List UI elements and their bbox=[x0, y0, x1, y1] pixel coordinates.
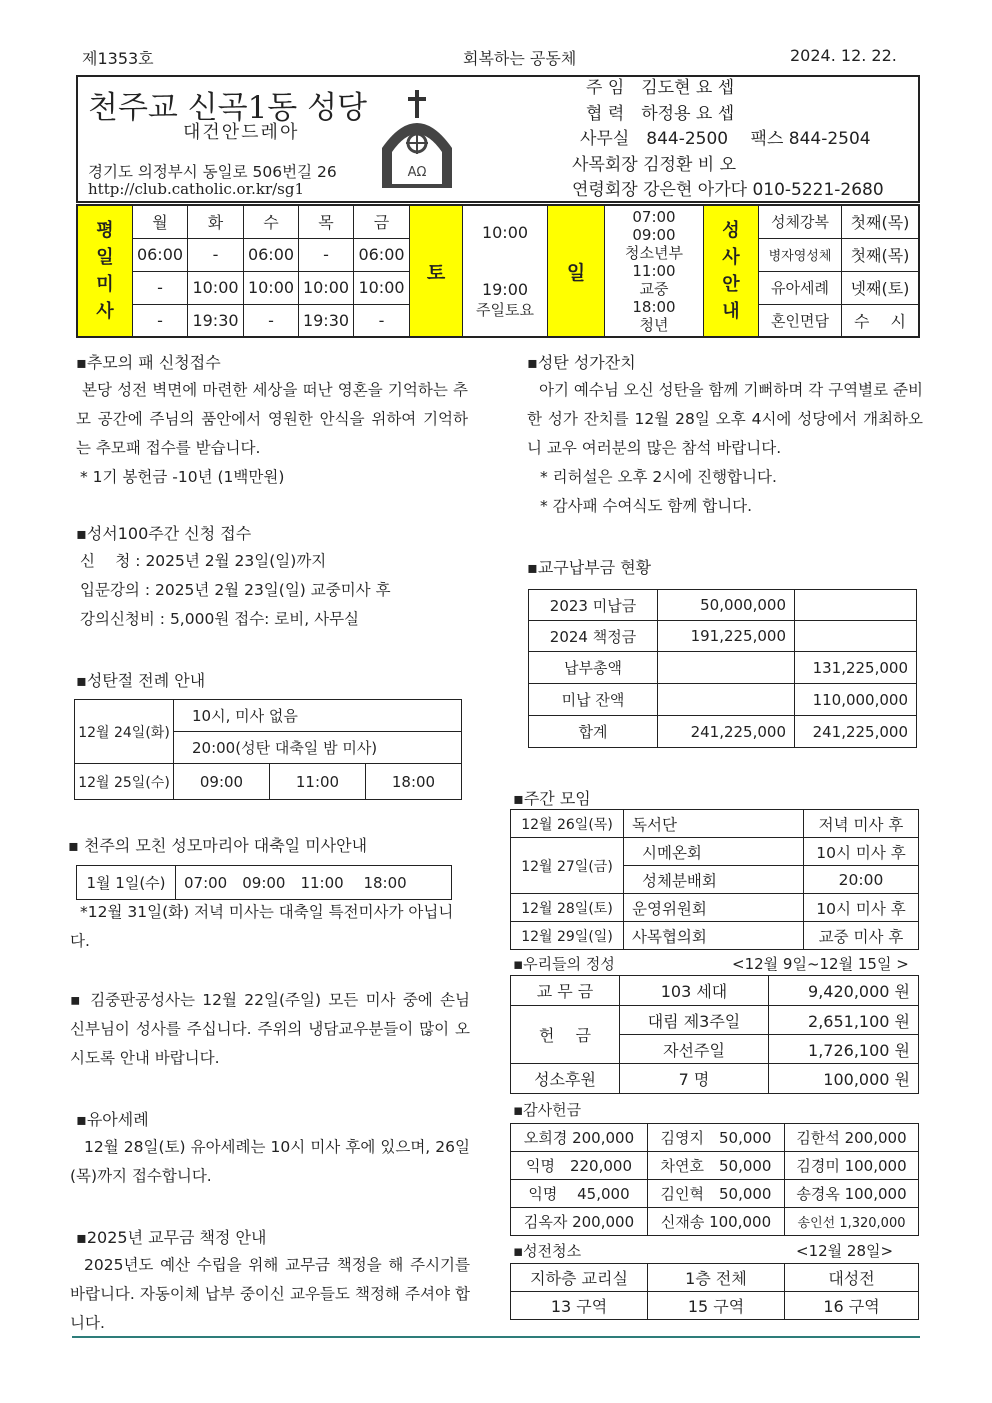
issue-date: 2024. 12. 22. bbox=[790, 46, 897, 65]
offering-period: <12월 9일~12월 15일 > bbox=[732, 955, 909, 973]
sacrament-name: 혼인면담 bbox=[759, 304, 842, 337]
memorial-note: * 1기 봉헌금 -10년 (1백만원) bbox=[80, 468, 285, 486]
staff-list bbox=[572, 76, 884, 204]
mary-table: 1월 1일(수) 07:00 09:00 11:00 18:00 bbox=[76, 865, 452, 900]
xmas-title: ▪성탄절 전례 안내 bbox=[76, 671, 206, 690]
sacrament-when: 첫째(목) bbox=[842, 238, 920, 271]
sacrament-when: 첫째(목) bbox=[842, 205, 920, 238]
patron-name: 대건안드레아 bbox=[183, 122, 300, 143]
weekday-mass-label: 평 일 미 사 bbox=[77, 205, 133, 337]
offering-table: 교 무 금 103 세대 9,420,000 원 헌 금 대림 제3주일 2,651,100 원 자선주일 1,726,100 원 성소후원 7 명 100,000 원 bbox=[510, 975, 919, 1094]
sunday-label: 일 bbox=[548, 205, 605, 337]
church-logo-icon bbox=[372, 88, 462, 194]
saturday-label: 토 bbox=[410, 205, 463, 337]
day-fri: 금 bbox=[354, 205, 410, 238]
staff-row: 협 력 하정용 요 셉 bbox=[586, 103, 735, 124]
cleaning-date: <12월 28일> bbox=[796, 1242, 894, 1260]
motto: 회복하는 공동체 bbox=[463, 49, 577, 68]
baptism-title: ▪유아세례 bbox=[76, 1110, 149, 1129]
offering-title: ▪우리들의 정성 bbox=[513, 955, 615, 973]
bible-lines: 신 청 : 2025년 2월 23일(일)까지 입문강의 : 2025년 2월 23일(일) 교중미사 후 강의신청비 : 5,000원 접수: 로비, 사무실 bbox=[80, 552, 391, 628]
carol-notes: * 리허설은 오후 2시에 진행합니다. * 감사패 수여식도 함께 합니다. bbox=[540, 468, 777, 515]
memorial-body: 본당 성전 벽면에 마련한 세상을 떠난 영혼을 기억하는 추모 공간에 주님의 품안에서 영원한 안식을 위하여 기억하는 추모패 접수를 받습니다. bbox=[76, 381, 468, 457]
staff-row: 사무실 844-2500 팩스 844-2504 bbox=[580, 129, 871, 149]
baptism-body: 12월 28일(토) 유아세례는 10시 미사 후에 있으며, 26일(목)까지 접수합니다. bbox=[70, 1138, 470, 1185]
mass-schedule-table: 평 일 미 사 월 화 수 목 금 토 10:00 19:00 주일토요 일 07:00 09:00 청소년부 11:00 교중 18:00 청년 성 사 안 내 성체강복 첫째(목) 06:00 - 06:00 - 06:00 병자영성체 첫째(목) - 10:00 10:00 10:00 10:00 유아세례 넷째(토) - 19:30 - 19:30 - 혼인면담 수 시 bbox=[76, 204, 920, 338]
carol-title: ▪성탄 성가잔치 bbox=[527, 353, 636, 372]
sacrament-when: 넷째(토) bbox=[842, 271, 920, 304]
mary-title: ▪ 천주의 모친 성모마리아 대축일 미사안내 bbox=[68, 836, 368, 855]
issue-number: 제1353호 bbox=[82, 49, 154, 68]
sunday-times: 07:00 09:00 청소년부 11:00 교중 18:00 청년 bbox=[605, 205, 704, 337]
footer-rule bbox=[72, 1336, 920, 1338]
carol-body: 아기 예수님 오신 성탄을 함께 기뻐하며 각 구역별로 준비한 성가 잔치를 12월 28일 오후 4시에 성당에서 개최하오니 교우 여러분의 많은 참석 바랍니다. bbox=[527, 381, 923, 457]
staff-row: 연령회장 강은현 아가다 010-5221-2680 bbox=[572, 180, 884, 200]
tithe-title: ▪2025년 교무금 책정 안내 bbox=[76, 1228, 267, 1247]
thanks-table: 오희경 200,000 김영지 50,000 김한석 200,000 익명 220,000 차연호 50,000 김경미 100,000 익명 45,000 김인혁 50,000 송경옥 100,000 김옥자 200,000 신재송 100,000 송인선 1,320,000 bbox=[510, 1123, 919, 1236]
logo-text: AΩ bbox=[407, 165, 427, 180]
memorial-title: ▪추모의 패 신청접수 bbox=[76, 353, 221, 372]
church-name: 천주교 신곡1동 성당 bbox=[88, 90, 367, 126]
cleaning-table: 지하층 교리실 1층 전체 대성전 13 구역 15 구역 16 구역 bbox=[510, 1263, 919, 1320]
thanks-title: ▪감사헌금 bbox=[513, 1101, 582, 1119]
sacrament-label: 성 사 안 내 bbox=[704, 205, 759, 337]
sacrament-when: 수 시 bbox=[842, 304, 920, 337]
diocese-title: ▪교구납부금 현황 bbox=[527, 558, 652, 577]
day-wed: 수 bbox=[244, 205, 299, 238]
diocese-table: 2023 미납금 50,000,000 2024 책정금 191,225,000 납부총액 131,225,000 미납 잔액 110,000,000 합계 241,225,000 241,225,000 bbox=[528, 589, 917, 748]
sacrament-name: 유아세례 bbox=[759, 271, 842, 304]
day-thu: 목 bbox=[299, 205, 354, 238]
weekly-title: ▪주간 모임 bbox=[513, 789, 591, 808]
church-address: 경기도 의정부시 동일로 506번길 26 bbox=[88, 163, 337, 181]
staff-row: 사목회장 김정환 비 오 bbox=[572, 154, 737, 175]
cleaning-title: ▪성전청소 bbox=[513, 1242, 582, 1260]
sacrament-name: 병자영성체 bbox=[759, 238, 842, 271]
mary-note: *12월 31일(화) 저녁 미사는 대축일 특전미사가 아닙니다. bbox=[70, 903, 454, 950]
confession-body: ▪ 김중판공성사는 12월 22일(주일) 모든 미사 중에 손님 신부님이 성사를 주십니다. 주위의 냉담교우분들이 많이 오시도록 안내 바랍니다. bbox=[70, 991, 471, 1067]
staff-row: 주 임 김도현 요 셉 bbox=[586, 78, 735, 98]
church-url: http://club.catholic.or.kr/sg1 bbox=[88, 180, 305, 198]
saturday-times: 10:00 19:00 주일토요 bbox=[463, 205, 548, 337]
weekly-table: 12월 26일(목) 독서단 저녁 미사 후 12월 27일(금) 시메온회 10시 미사 후 성체분배회 20:00 12월 28일(토) 운영위원회 10시 미사 후 12월 29일(일) 사목협의회 교중 미사 후 bbox=[510, 809, 919, 950]
day-tue: 화 bbox=[188, 205, 244, 238]
bible-title: ▪성서100주간 신청 접수 bbox=[76, 524, 252, 543]
xmas-table: 12월 24일(화) 10시, 미사 없음 20:00(성탄 대축일 밤 미사) 12월 25일(수) 09:00 11:00 18:00 bbox=[74, 699, 462, 800]
sacrament-name: 성체강복 bbox=[759, 205, 842, 238]
tithe-body: 2025년도 예산 수립을 위해 교무금 책정을 해 주시기를 바랍니다. 자동이체 납부 중이신 교우들도 책정해 주셔야 합니다. bbox=[70, 1256, 470, 1332]
day-mon: 월 bbox=[133, 205, 188, 238]
